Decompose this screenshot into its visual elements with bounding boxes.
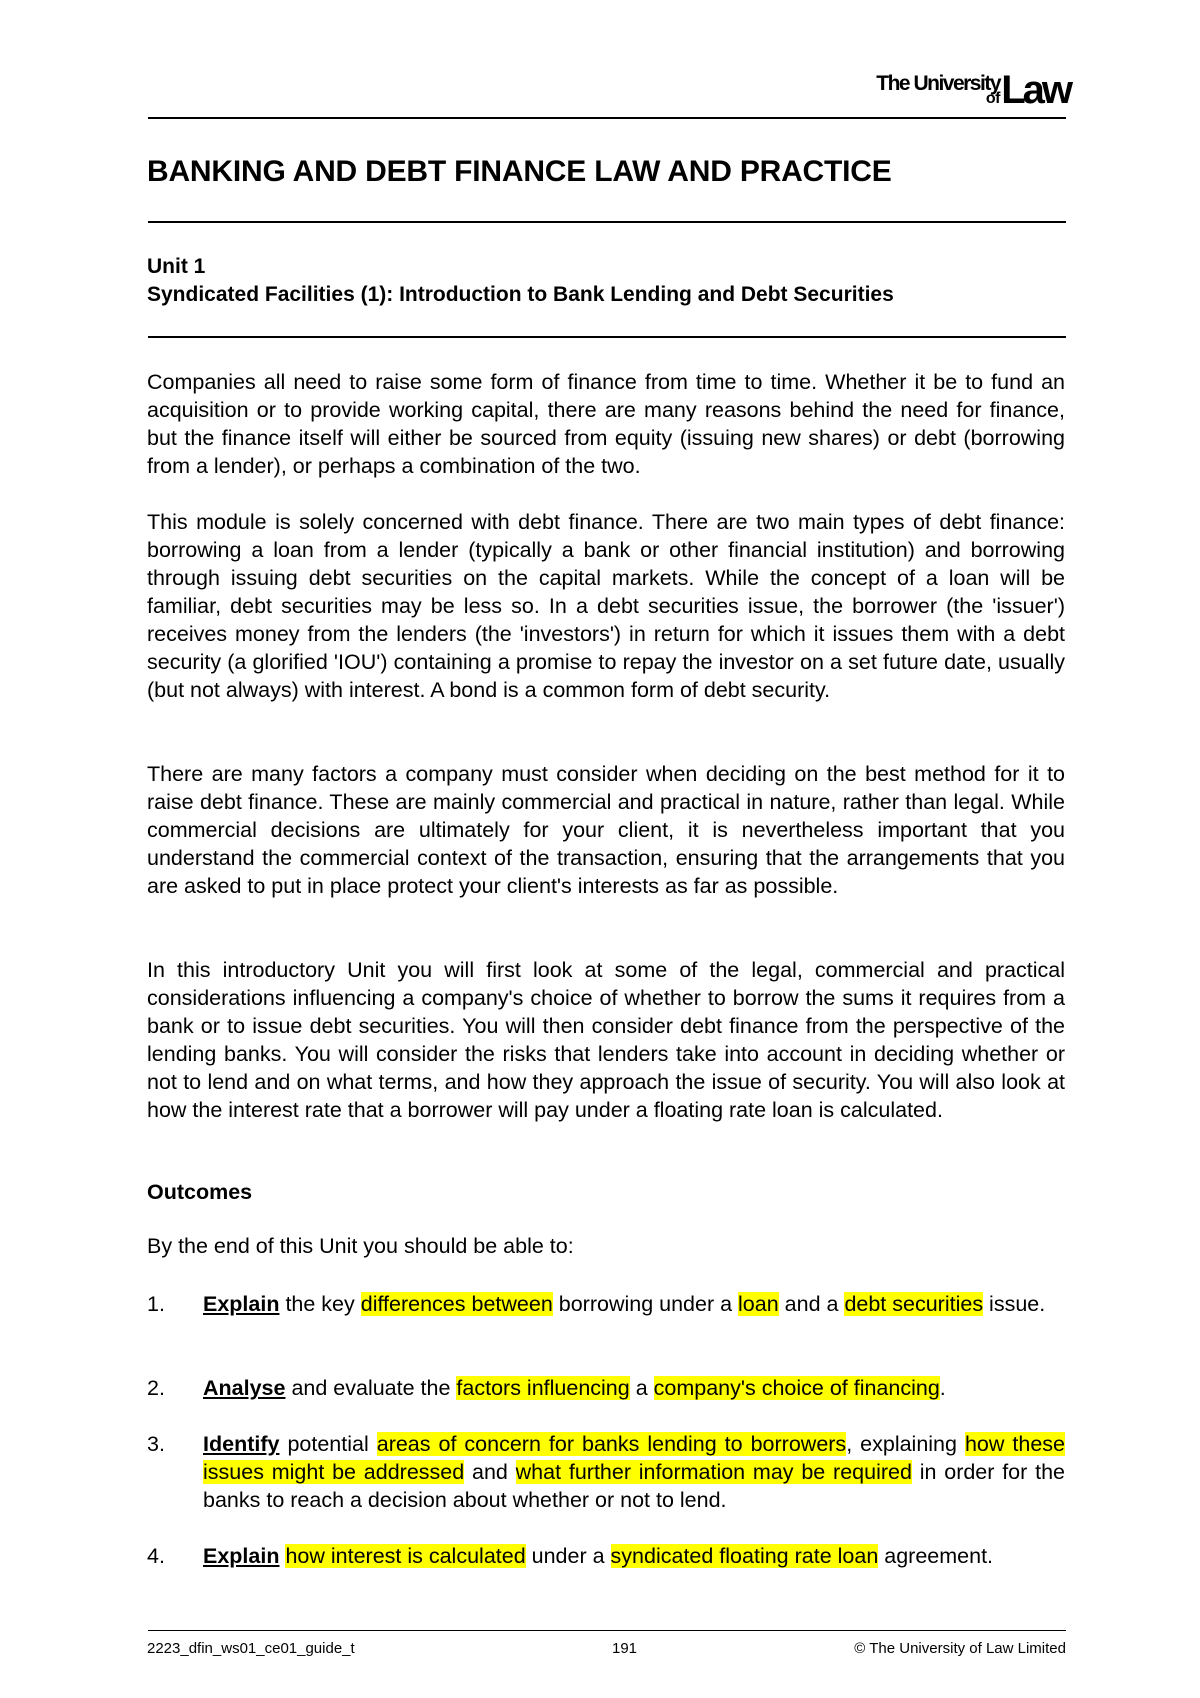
highlight: how interest is calculated [285, 1544, 526, 1568]
logo-line-3: Law [1001, 68, 1070, 112]
outcome-fragment: under a [525, 1544, 611, 1568]
outcome-item [147, 1430, 1065, 1514]
outcome-number: 3. [147, 1432, 165, 1456]
outcome-fragment: a [629, 1376, 654, 1400]
outcome-item [147, 1542, 1065, 1570]
outcome-verb: Identify [203, 1432, 280, 1456]
paragraph [147, 508, 1065, 704]
paragraph-text: Companies all need to raise some form of finance from time to time. Whether it be to fund an acquisition or to provide working capital, there are many reasons behind the need for finance, but the finance itself will either be sourced from equity (issuing new shares) or debt (borrowing from a lender), or perhaps a combination of the two. [147, 370, 1065, 478]
logo-line-2: of [985, 90, 1000, 107]
outcome-text [203, 1290, 1065, 1318]
outcome-item [147, 1374, 1065, 1402]
paragraph-text: There are many factors a company must consider when deciding on the best method for it to raise debt finance. These are mainly commercial and practical in nature, rather than legal. While commercial decisions are ultimately for your client, it is nevertheless important that you understand the commercial context of the transaction, ensuring that the arrangements that you are asked to put in place protect your client's interests as far as possible. [147, 762, 1065, 898]
outcome-fragment: , explaining [846, 1432, 965, 1456]
unit-subtitle: Syndicated Facilities (1): Introduction to Bank Lending and Debt Securities [147, 283, 894, 306]
paragraph-text: This module is solely concerned with debt finance. There are two main types of debt finance: borrowing a loan from a lender (typically a bank or other financial institution) and borrowing through issuing debt securities on the capital markets. While the concept of a loan will be familiar, debt securities may be less so. In a debt securities issue, the borrower (the 'issuer') receives money from the lenders (the 'investors') in return for which it issues them with a debt security (a glorified 'IOU') containing a promise to repay the investor on a set future date, usually (but not always) with interest. A bond is a common form of debt security. [147, 510, 1065, 702]
footer-doc-code: 2223_dfin_ws01_ce01_guide_t [147, 1640, 355, 1657]
footer-page-number: 191 [612, 1640, 638, 1657]
outcome-fragment: agreement. [878, 1544, 994, 1568]
unit-rule [148, 336, 1066, 338]
outcome-fragment: and evaluate the [285, 1376, 457, 1400]
highlight: company's choice of financing [653, 1376, 940, 1400]
footer-rule [148, 1630, 1066, 1631]
paragraph [147, 760, 1065, 900]
paragraph [147, 956, 1065, 1124]
outcomes-heading: Outcomes [147, 1180, 253, 1204]
outcomes-lead: By the end of this Unit you should be able to: [147, 1234, 574, 1258]
outcome-verb: Explain [203, 1544, 280, 1568]
outcome-text [203, 1430, 1065, 1514]
outcome-item [147, 1290, 1065, 1318]
highlight: how these issues might be addressed [203, 1432, 1065, 1484]
outcome-fragment: borrowing under a [552, 1292, 739, 1316]
outcome-fragment: and a [778, 1292, 845, 1316]
outcome-fragment: issue. [983, 1292, 1046, 1316]
outcome-verb: Explain [203, 1292, 280, 1316]
highlight: what further information may be required [515, 1460, 912, 1484]
outcome-number: 2. [147, 1376, 165, 1400]
outcome-fragment: the key [279, 1292, 361, 1316]
highlight: syndicated floating rate loan [610, 1544, 879, 1568]
logo-line-1: The University [876, 72, 1000, 95]
highlight: debt securities [844, 1292, 984, 1316]
highlight: factors influencing [456, 1376, 630, 1400]
outcome-fragment: in order for the banks to reach a decision about whether or not to lend. [203, 1460, 1065, 1512]
highlight: areas of concern for banks lending to borrowers [376, 1432, 847, 1456]
outcome-verb: Analyse [203, 1376, 286, 1400]
outcome-text [203, 1374, 1065, 1402]
university-logo [862, 68, 1070, 112]
highlight: loan [738, 1292, 779, 1316]
highlight: differences between [360, 1292, 553, 1316]
header-rule [148, 117, 1066, 119]
outcome-fragment: . [939, 1376, 946, 1400]
outcome-number: 1. [147, 1292, 165, 1316]
outcome-text [203, 1542, 1065, 1570]
title-rule [148, 221, 1066, 223]
unit-label: Unit 1 [147, 255, 206, 278]
document-title: BANKING AND DEBT FINANCE LAW AND PRACTICE [147, 155, 892, 188]
outcome-number: 4. [147, 1544, 165, 1568]
paragraph [147, 368, 1065, 480]
footer-copyright: © The University of Law Limited [854, 1640, 1066, 1657]
paragraph-text: In this introductory Unit you will first look at some of the legal, commercial and practical considerations influencing a company's choice of whether to borrow the sums it requires from a bank or to issue debt securities. You will then consider debt finance from the perspective of the lending banks. You will consider the risks that lenders take into account in deciding whether or not to lend and on what terms, and how they approach the issue of security. You will also look at how the interest rate that a borrower will pay under a floating rate loan is calculated. [147, 958, 1065, 1122]
outcome-fragment: potential [279, 1432, 377, 1456]
outcome-fragment: and [464, 1460, 516, 1484]
